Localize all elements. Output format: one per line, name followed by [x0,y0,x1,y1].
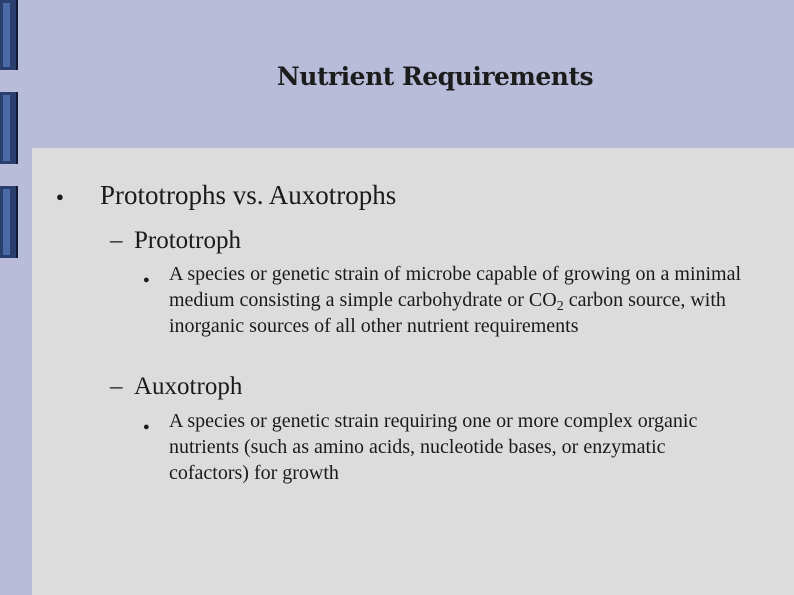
sub-item-label: Prototroph [134,227,241,254]
bullet-dot-icon: ● [143,421,150,433]
bullet-dot-icon: ● [56,189,64,204]
bullet-dot-icon: ● [143,274,150,286]
slide-title: Nutrient Requirements [276,62,594,91]
dash-marker-icon: – [110,373,123,400]
detail-text: A species or genetic strain of microbe capable of growing on a minimal medium consisting a simple carbohydrate or $CO_2$ carbon source, with inorganic sources of all other nutrient requirements [169,263,742,337]
dash-marker-icon: – [110,227,123,254]
sub-item-label: Auxotroph [134,373,243,400]
bullet-main-text: Prototrophs vs. Auxotrophs [100,180,397,210]
content-panel [32,148,794,595]
side-decoration-bar [0,186,18,258]
side-decoration-bar [0,0,18,70]
detail-text: A species or genetic strain requiring one or more complex organic nutrients (such as amino acids, nucleotide bases, or enzymatic cofactors) for growth [169,410,698,484]
side-decoration-bar [0,92,18,164]
